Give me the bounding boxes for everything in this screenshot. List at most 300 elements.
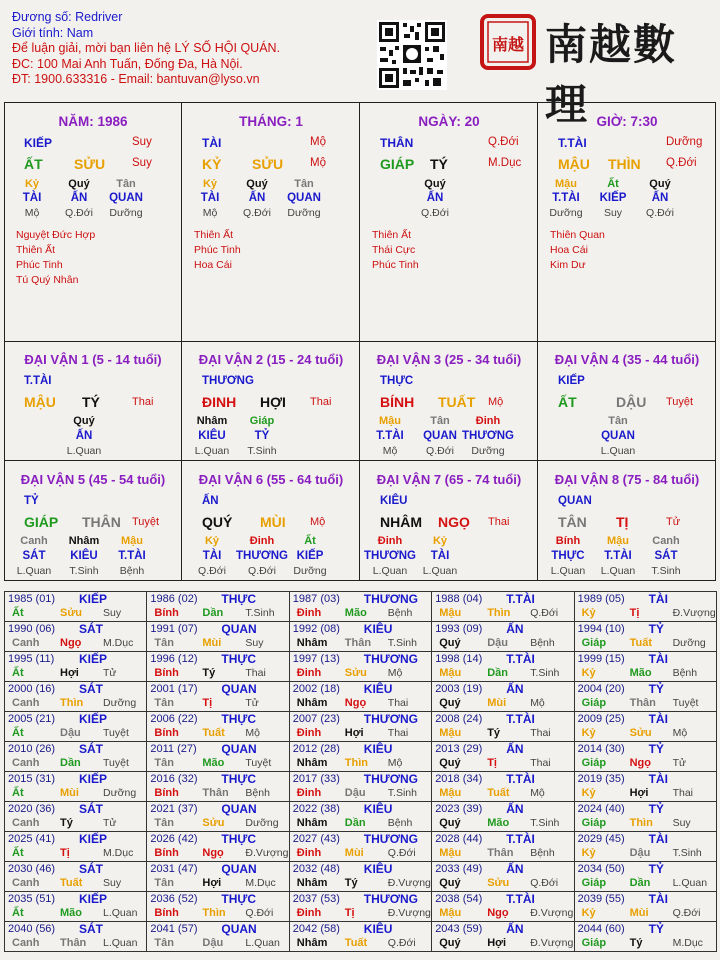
star-name: Nguyệt Đức Hợp — [16, 229, 96, 241]
dai-van-hidden-stem: Nhâm — [68, 535, 100, 547]
year-cell — [289, 711, 432, 742]
dai-van-hidden-god: THƯƠNG — [364, 550, 416, 562]
year-stem: Ất — [12, 787, 24, 799]
hidden-god: QUAN — [287, 192, 321, 204]
year-cell — [289, 861, 432, 892]
year-stage: Thai — [387, 697, 409, 709]
year-stem: Quý — [439, 697, 461, 709]
year-branch: Thìn — [629, 817, 653, 829]
year-stem: Ất — [12, 667, 24, 679]
year-cell — [146, 801, 289, 832]
year-god: TỶ — [648, 922, 664, 936]
year-label: 1986 (02) — [150, 593, 198, 605]
year-cell — [4, 861, 147, 892]
dai-van-hidden-stage: L.Quan — [600, 445, 636, 457]
year-stem: Tân — [154, 817, 174, 829]
year-stage: Tuyệt — [245, 757, 272, 769]
year-branch: Mùi — [344, 847, 364, 859]
year-branch: Ngọ — [344, 697, 367, 709]
year-stem: Mậu — [439, 907, 462, 919]
year-stage: Đ.Vượng — [387, 877, 431, 889]
year-cell — [431, 831, 574, 862]
qr-code-icon — [377, 20, 447, 90]
year-cell — [146, 861, 289, 892]
year-stage: Đ.Vượng — [530, 907, 574, 919]
star-name: Tú Quý Nhân — [16, 274, 79, 286]
dai-van-hidden-stem: Nhâm — [196, 415, 228, 427]
dai-van-hidden-stage: Q.Đới — [198, 565, 226, 577]
year-cell — [289, 831, 432, 862]
dai-van-hidden-stage: L.Quan — [194, 445, 230, 457]
pillar-title: NGÀY: 20 — [418, 114, 480, 129]
year-branch: Sửu — [202, 817, 225, 829]
year-god: TÀI — [648, 652, 668, 666]
year-god: ẤN — [506, 742, 524, 756]
year-label: 2007 (23) — [292, 713, 340, 725]
hidden-god: ẤN — [248, 192, 266, 204]
year-stage: L.Quan — [103, 907, 138, 919]
year-label: 2002 (18) — [292, 683, 340, 695]
year-cell — [4, 891, 147, 922]
dai-van-title: ĐẠI VẬN 6 (55 - 64 tuổi) — [198, 472, 344, 487]
year-stage: Tuyệt — [103, 727, 129, 739]
year-god: QUAN — [221, 742, 257, 756]
dai-van-hidden-god: KIẾP — [296, 550, 324, 562]
year-branch: Mão — [629, 667, 652, 679]
year-stem: Mậu — [439, 787, 462, 799]
year-stage: Suy — [672, 817, 691, 829]
year-stage: Bệnh — [672, 667, 698, 679]
year-branch: Ngọ — [202, 847, 224, 859]
year-stem: Bính — [154, 607, 179, 619]
dai-van-hidden-stage: Q.Đới — [248, 565, 276, 577]
dai-van-title: ĐẠI VẬN 5 (45 - 54 tuổi) — [20, 472, 166, 487]
year-label: 2000 (16) — [8, 683, 56, 695]
dai-van-stem: BÍNH — [380, 394, 415, 410]
year-cell — [431, 861, 574, 892]
dai-van-hidden-stem: Mậu — [379, 415, 401, 427]
year-stage: Thai — [530, 757, 551, 769]
year-branch: Tị — [487, 757, 497, 769]
year-god: SÁT — [79, 622, 103, 636]
year-branch: Thân — [202, 787, 229, 799]
year-stage: Q.Đới — [387, 847, 416, 859]
hidden-god: TÀI — [22, 192, 42, 204]
year-stage: Mộ — [387, 757, 403, 769]
year-god: THỰC — [221, 712, 257, 726]
year-stage: Dưỡng — [672, 637, 706, 649]
year-branch: Ngọ — [629, 757, 651, 769]
year-god: THƯƠNG — [363, 892, 418, 906]
dai-van-cell — [538, 461, 716, 581]
year-stage: Thai — [387, 727, 409, 739]
dai-van-cell — [4, 461, 182, 581]
year-branch: Hợi — [60, 667, 79, 679]
star-name: Phúc Tinh — [194, 244, 241, 256]
year-label: 2038 (54) — [435, 893, 483, 905]
year-stage: M.Dục — [103, 847, 134, 859]
dai-van-hidden-god: SÁT — [22, 550, 46, 562]
year-stage: Tử — [245, 697, 259, 709]
year-stage: Tử — [103, 667, 117, 679]
dai-van-cell — [360, 341, 538, 461]
year-label: 1988 (04) — [435, 593, 483, 605]
star-name: Kim Dư — [550, 259, 586, 271]
year-branch: Tuất — [487, 787, 510, 799]
dai-van-hidden-stem: Bính — [555, 535, 581, 547]
dai-van-stage: Mộ — [310, 516, 326, 528]
year-stem: Tân — [154, 877, 174, 889]
dai-van-branch: MÙI — [260, 514, 286, 530]
year-god: TỶ — [648, 862, 664, 876]
year-stem: Đinh — [296, 907, 322, 919]
year-god: SÁT — [79, 862, 103, 876]
year-label: 2043 (59) — [435, 923, 483, 935]
year-stage: Thai — [245, 667, 266, 679]
year-label: 2026 (42) — [150, 833, 198, 845]
year-stage: T.Sinh — [530, 667, 560, 679]
year-god: KIÊU — [363, 682, 393, 696]
year-god: THỰC — [221, 892, 257, 906]
year-label: 2004 (20) — [577, 683, 625, 695]
year-branch: Hợi — [629, 787, 649, 799]
year-cell — [4, 771, 147, 802]
pillar-god: THÂN — [380, 136, 414, 150]
year-stage: Bệnh — [530, 847, 555, 859]
dai-van-title: ĐẠI VẬN 7 (65 - 74 tuổi) — [376, 472, 522, 487]
year-cell — [431, 591, 574, 622]
year-god: QUAN — [221, 682, 257, 696]
year-god: ẤN — [506, 682, 524, 696]
year-stage: Q.Đới — [530, 877, 559, 889]
pillar-title: GIỜ: 7:30 — [596, 114, 658, 129]
red-seal-logo — [480, 14, 536, 70]
year-label: 2025 (41) — [8, 833, 56, 845]
year-god: THƯƠNG — [363, 712, 418, 726]
year-god: THỰC — [221, 592, 257, 606]
year-label: 2010 (26) — [8, 743, 56, 755]
year-cell — [289, 741, 432, 772]
hidden-god: QUAN — [109, 192, 143, 204]
dai-van-hidden-god: QUAN — [601, 430, 635, 442]
year-label: 1994 (10) — [577, 623, 625, 635]
year-cell — [574, 831, 717, 862]
dai-van-hidden-god: THƯƠNG — [236, 550, 288, 562]
year-god: THƯƠNG — [363, 652, 418, 666]
year-stem: Ất — [12, 607, 24, 619]
year-branch: Dậu — [344, 787, 366, 799]
dai-van-stem: GIÁP — [24, 514, 59, 530]
year-cell — [4, 681, 147, 712]
year-cell — [146, 921, 289, 952]
dai-van-hidden-stage: Q.Đới — [426, 445, 454, 457]
year-god: KIÊU — [363, 802, 393, 816]
year-cell — [289, 621, 432, 652]
dai-van-stage: Mộ — [488, 396, 504, 408]
year-stem: Bính — [154, 727, 179, 739]
year-god: KIÊU — [363, 742, 393, 756]
pillar-stage1: Mộ — [310, 136, 326, 148]
year-god: T.TÀI — [506, 652, 535, 666]
year-stem: Giáp — [581, 817, 607, 829]
year-branch: Mão — [344, 607, 367, 619]
pillar-stage2: Mộ — [310, 157, 326, 169]
hidden-stem: Quý — [68, 178, 90, 190]
year-stage: Bệnh — [387, 817, 413, 829]
year-stem: Mậu — [439, 847, 462, 859]
year-branch: Tuất — [344, 937, 368, 949]
year-stage: L.Quan — [672, 877, 708, 889]
year-god: TÀI — [648, 592, 668, 606]
year-branch: Tý — [629, 937, 643, 949]
dai-van-hidden-stem: Mậu — [121, 535, 143, 547]
year-god: TÀI — [648, 892, 668, 906]
year-stage: Mộ — [530, 697, 545, 709]
pillar-cell — [182, 102, 360, 342]
year-stem: Nhâm — [296, 757, 328, 769]
year-god: THƯƠNG — [363, 772, 418, 786]
year-god: KIÊU — [363, 922, 393, 936]
dai-van-hidden-god: T.TÀI — [376, 430, 404, 442]
year-cell — [146, 591, 289, 622]
year-cell — [431, 711, 574, 742]
year-god: TỶ — [648, 682, 664, 696]
brand-logo-text: 南越數理 — [545, 20, 678, 129]
hidden-stem: Mậu — [555, 178, 577, 190]
pillar-stem: MẬU — [558, 156, 590, 172]
year-stage: Tuyệt — [672, 697, 699, 709]
dai-van-hidden-stem: Tân — [608, 415, 628, 427]
hidden-stage: Q.Đới — [243, 207, 271, 219]
dai-van-cell — [182, 341, 360, 461]
year-branch: Mùi — [202, 637, 222, 649]
year-label: 2006 (22) — [150, 713, 198, 725]
year-branch: Dần — [629, 877, 651, 889]
year-branch: Thân — [60, 937, 87, 949]
year-label: 2001 (17) — [150, 683, 198, 695]
year-cell — [574, 921, 717, 952]
year-stage: L.Quan — [103, 937, 138, 949]
year-stem: Kỷ — [581, 727, 596, 739]
year-stem: Đinh — [296, 607, 322, 619]
year-label: 2036 (52) — [150, 893, 198, 905]
year-cell — [289, 681, 432, 712]
year-branch: Tị — [60, 847, 70, 859]
year-label: 2015 (31) — [8, 773, 56, 785]
dai-van-hidden-stage: T.Sinh — [69, 565, 99, 577]
hidden-god: TÀI — [200, 192, 220, 204]
pillar-stage1: Q.Đới — [488, 136, 519, 148]
dai-van-stage: Thai — [132, 396, 154, 408]
hidden-god: ẤN — [70, 192, 88, 204]
year-stage: Q.Đới — [245, 907, 274, 919]
year-label: 2011 (27) — [150, 743, 197, 755]
year-god: SÁT — [79, 742, 103, 756]
hidden-stem: Kỷ — [202, 178, 218, 190]
year-label: 1991 (07) — [150, 623, 198, 635]
year-stem: Mậu — [439, 667, 462, 679]
year-stem: Kỷ — [581, 907, 596, 919]
year-stage: Mộ — [245, 727, 260, 739]
year-branch: Thìn — [487, 607, 511, 619]
year-cell — [431, 741, 574, 772]
year-god: KIẾP — [79, 832, 108, 846]
year-branch: Thân — [629, 697, 656, 709]
year-stem: Bính — [154, 907, 179, 919]
dai-van-hidden-stage: T.Sinh — [651, 565, 681, 577]
year-stage: M.Dục — [103, 637, 134, 649]
year-god: KIẾP — [79, 892, 108, 906]
pillar-god: TÀI — [202, 136, 222, 150]
year-label: 2017 (33) — [292, 773, 340, 785]
pillar-stage1: Suy — [132, 136, 152, 148]
year-cell — [431, 801, 574, 832]
dai-van-hidden-stage: L.Quan — [600, 565, 636, 577]
pillar-stem: ẤT — [24, 156, 43, 172]
dai-van-hidden-god: KIÊU — [198, 430, 226, 442]
year-cell — [431, 681, 574, 712]
year-stem: Đinh — [296, 667, 322, 679]
pillar-cell — [538, 102, 716, 342]
hidden-stem: Ất — [607, 178, 619, 190]
year-stage: Đ.Vượng — [245, 847, 289, 859]
year-label: 2034 (50) — [577, 863, 625, 875]
year-stage: Q.Đới — [530, 607, 559, 619]
dai-van-hidden-god: TÀI — [430, 550, 450, 562]
year-stem: Canh — [12, 697, 40, 709]
year-branch: Dần — [344, 817, 366, 829]
pillar-stage1: Dưỡng — [666, 136, 703, 148]
dai-van-title: ĐẠI VẬN 3 (25 - 34 tuổi) — [376, 352, 522, 367]
year-god: TỶ — [648, 622, 664, 636]
year-god: TỶ — [648, 802, 664, 816]
year-branch: Dậu — [629, 847, 651, 859]
year-stage: Bệnh — [245, 787, 270, 799]
year-stem: Quý — [439, 757, 461, 769]
year-label: 1985 (01) — [8, 593, 56, 605]
year-branch: Mão — [202, 757, 225, 769]
year-branch: Hợi — [202, 877, 222, 889]
year-stage: M.Dục — [672, 937, 703, 949]
year-label: 2009 (25) — [577, 713, 625, 725]
star-name: Thái Cực — [372, 244, 416, 256]
dai-van-hidden-stem: Kỷ — [204, 535, 220, 547]
dai-van-hidden-god: THỰC — [551, 550, 585, 562]
year-branch: Dậu — [60, 727, 81, 739]
pillar-stem: GIÁP — [380, 156, 415, 172]
dai-van-hidden-stem: Canh — [652, 535, 680, 547]
star-name: Phúc Tinh — [372, 259, 419, 271]
year-stage: T.Sinh — [530, 817, 560, 829]
pillar-branch: THÌN — [608, 156, 641, 172]
dai-van-hidden-stage: Dưỡng — [293, 565, 327, 577]
year-label: 2021 (37) — [150, 803, 198, 815]
year-stem: Nhâm — [296, 937, 328, 949]
hidden-stem: Quý — [649, 178, 671, 190]
dai-van-god: T.TÀI — [24, 375, 52, 387]
year-stage: Mộ — [530, 787, 545, 799]
year-stage: Đ.Vượng — [672, 607, 716, 619]
year-label: 2039 (55) — [577, 893, 625, 905]
hidden-stage: Q.Đới — [646, 207, 674, 219]
dai-van-hidden-stem: Canh — [20, 535, 48, 547]
hidden-stage: Dưỡng — [109, 207, 143, 219]
dai-van-hidden-god: QUAN — [423, 430, 457, 442]
year-label: 2016 (32) — [150, 773, 198, 785]
hidden-stage: Dưỡng — [287, 207, 321, 219]
year-stem: Giáp — [581, 937, 607, 949]
contact-note: Để luận giải, mời bạn liên hệ LÝ SỐ HỘI QUÁN. — [12, 41, 281, 55]
svg-text:南越: 南越 — [491, 35, 525, 54]
dai-van-hidden-stage: T.Sinh — [247, 445, 277, 457]
year-stage: Q.Đới — [387, 937, 416, 949]
year-stem: Mậu — [439, 607, 462, 619]
hidden-stem: Quý — [246, 178, 268, 190]
dai-van-god: ẤN — [202, 495, 219, 507]
dai-van-branch: NGỌ — [438, 514, 470, 530]
year-stem: Đinh — [296, 787, 322, 799]
star-name: Phúc Tinh — [16, 259, 63, 271]
year-stage: Tử — [672, 757, 687, 769]
dai-van-stage: Thai — [310, 396, 332, 408]
year-cell — [431, 921, 574, 952]
year-god: THỰC — [221, 652, 257, 666]
hidden-stage: Mộ — [202, 207, 218, 219]
pillar-branch: SỬU — [252, 156, 284, 172]
year-label: 2033 (49) — [435, 863, 483, 875]
year-god: TÀI — [648, 712, 668, 726]
dai-van-hidden-stage: Dưỡng — [471, 445, 505, 457]
year-stem: Ất — [12, 727, 24, 739]
year-stage: Suy — [103, 607, 122, 619]
year-stem: Kỷ — [581, 847, 596, 859]
dai-van-hidden-god: TỶ — [254, 430, 270, 442]
pillar-title: NĂM: 1986 — [58, 114, 128, 129]
year-stem: Quý — [439, 637, 461, 649]
year-branch: Tuất — [60, 877, 83, 889]
year-branch: Sửu — [487, 877, 510, 889]
year-god: ẤN — [506, 802, 524, 816]
year-god: SÁT — [79, 802, 103, 816]
year-label: 2012 (28) — [292, 743, 340, 755]
year-cell — [431, 651, 574, 682]
year-label: 2031 (47) — [150, 863, 198, 875]
dai-van-hidden-stem: Quý — [73, 415, 95, 427]
year-branch: Tuất — [629, 637, 652, 649]
hidden-stem: Kỷ — [24, 178, 40, 190]
year-label: 2032 (48) — [292, 863, 340, 875]
year-branch: Sửu — [60, 607, 83, 619]
year-stage: Suy — [245, 637, 264, 649]
year-branch: Sửu — [629, 727, 652, 739]
year-stage: M.Dục — [245, 877, 276, 889]
year-cell — [574, 891, 717, 922]
phone-email: ĐT: 1900.633316 - Email: bantuvan@lyso.vn — [12, 72, 260, 86]
dai-van-stem: ĐINH — [202, 394, 237, 410]
pillar-stem: KỶ — [202, 156, 222, 172]
year-stem: Tân — [154, 937, 174, 949]
year-god: QUAN — [221, 922, 257, 936]
dai-van-hidden-god: ẤN — [75, 430, 93, 442]
year-cell — [146, 831, 289, 862]
dai-van-branch: TỊ — [616, 514, 629, 530]
year-branch: Tuất — [202, 727, 225, 739]
dai-van-hidden-stem: Tân — [430, 415, 450, 427]
pillar-stage2: Suy — [132, 157, 152, 169]
year-cell — [146, 741, 289, 772]
year-label: 1989 (05) — [577, 593, 625, 605]
year-branch: Sửu — [344, 667, 367, 679]
